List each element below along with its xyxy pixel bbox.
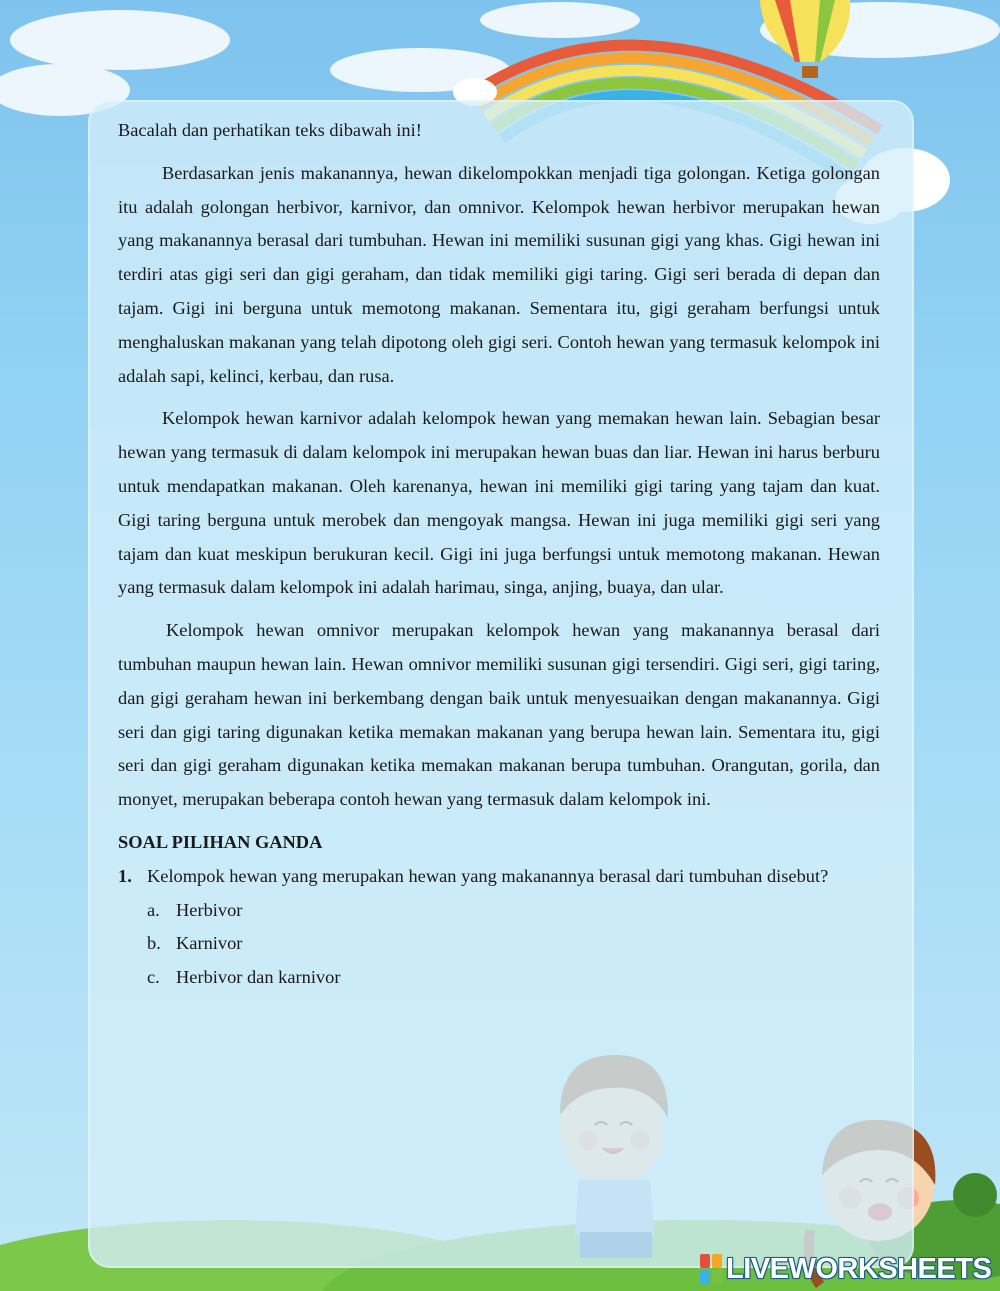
worksheet-content [118, 114, 880, 995]
option-letter: c. [147, 967, 160, 988]
question-1 [118, 860, 880, 894]
paragraph-omnivor: Kelompok hewan omnivor merupakan kelompok hewan yang makanannya berasal dari tumbuhan maupun hewan lain. Hewan omnivor memiliki susunan gigi tersendiri. Gigi seri, gigi taring, dan gigi geraham hewan ini berkembang dengan baik untuk menyesuaikan dengan makanannya. Gigi seri dan gigi taring digunakan ketika memakan makanan yang berupa hewan lain. Sementara itu, gigi seri dan gigi geraham digunakan ketika memakan makanan berupa tumbuhan. Orangutan, gorila, dan monyet, merupakan beberapa contoh hewan yang termasuk dalam kelompok ini. [118, 620, 880, 810]
option-label: Herbivor [176, 899, 243, 920]
question-number: 1. [118, 865, 132, 886]
question-text: Kelompok hewan yang merupakan hewan yang makanannya berasal dari tumbuhan disebut? [147, 865, 829, 886]
paragraph-herbivor: Berdasarkan jenis makanannya, hewan dikelompokkan menjadi tiga golongan. Ketiga golongan itu adalah golongan herbivor, karnivor, dan omnivor. Kelompok hewan herbivor merupakan hewan yang makanannya berasal dari tumbuhan. Hewan ini memiliki susunan gigi yang khas. Gigi hewan ini terdiri atas gigi seri dan gigi geraham, dan tidak memiliki gigi taring. Gigi seri berada di depan dan tajam. Gigi ini berguna untuk memotong makanan. Sementara itu, gigi geraham berfungsi untuk menghaluskan makanan yang telah dipotong oleh gigi seri. Contoh hewan yang termasuk kelompok ini adalah sapi, kelinci, kerbau, dan rusa. [118, 162, 880, 386]
section-heading: SOAL PILIHAN GANDA [118, 831, 323, 852]
answer-options [118, 894, 880, 995]
paragraph-karnivor: Kelompok hewan karnivor adalah kelompok hewan yang memakan hewan lain. Sebagian besar hewan yang termasuk di dalam kelompok ini merupakan hewan buas dan liar. Hewan ini harus berburu untuk mendapatkan makanan. Oleh karenanya, hewan ini memiliki gigi taring yang tajam dan kuat. Gigi taring berguna untuk merobek dan mengoyak mangsa. Hewan ini juga memiliki gigi seri yang tajam dan kuat meskipun berukuran kecil. Gigi ini juga berfungsi untuk memotong makanan. Hewan yang termasuk dalam kelompok ini adalah harimau, singa, anjing, buaya, dan ular. [118, 408, 880, 598]
option-letter: b. [147, 933, 161, 954]
liveworksheets-logo [700, 1252, 991, 1286]
option-c[interactable] [118, 961, 880, 995]
balloon [760, 0, 850, 78]
intro-instruction: Bacalah dan perhatikan teks dibawah ini! [118, 120, 422, 140]
option-label: Karnivor [176, 933, 243, 954]
clouds [0, 2, 1000, 116]
option-letter: a. [147, 899, 160, 920]
logo-text: LIVEWORKSHEETS [726, 1252, 992, 1285]
option-a[interactable] [118, 894, 880, 928]
logo-mark-icon [700, 1254, 722, 1284]
option-label: Herbivor dan karnivor [176, 967, 341, 988]
option-b[interactable] [118, 927, 880, 961]
